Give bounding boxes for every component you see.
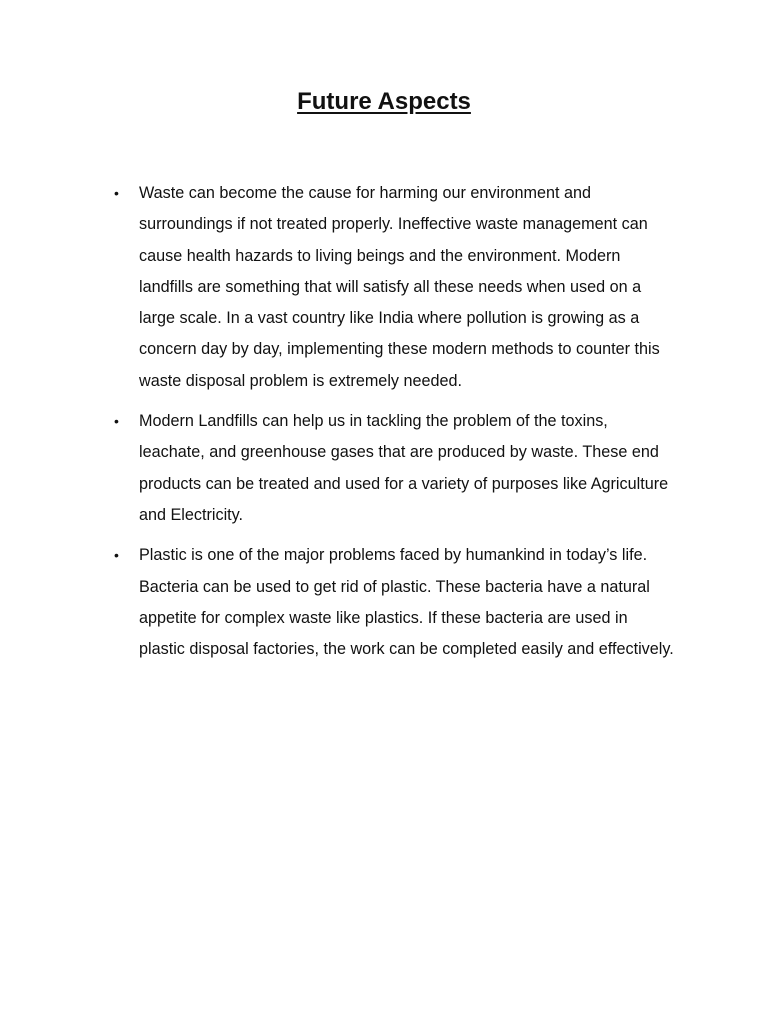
bullet-item-waste-environment xyxy=(114,178,674,397)
bullet-icon: • xyxy=(114,185,119,201)
bullet-icon: • xyxy=(114,413,119,430)
bullet-list xyxy=(114,178,674,674)
bullet-item-plastic-bacteria xyxy=(114,540,674,665)
bullet-icon: • xyxy=(114,547,119,564)
bullet-text: Plastic is one of the major problems faced by humankind in today’s life. Bacteria can be used to get rid of plastic. These bacteria have a natural appetite for complex waste like plastics. If these bacteria are used in plastic disposal factories, the work can be completed easily and effectively. xyxy=(139,546,674,659)
bullet-text: Modern Landfills can help us in tackling the problem of the toxins, leachate, and greenhouse gases that are produced by waste. These end products can be treated and used for a variety of purposes like Agriculture and Electricity. xyxy=(139,412,669,524)
bullet-item-modern-landfills xyxy=(114,406,674,531)
page-title: Future Aspects xyxy=(297,88,471,115)
bullet-text: Waste can become the cause for harming our environment and surroundings if not treated properly. Ineffective waste management can cause health hazards to living beings and the environment. Modern landfills are something that will satisfy all these needs when used on a large scale. In a vast country like India where pollution is growing as a concern day by day, implementing these modern methods to counter this waste disposal problem is extremely needed. xyxy=(139,184,660,390)
